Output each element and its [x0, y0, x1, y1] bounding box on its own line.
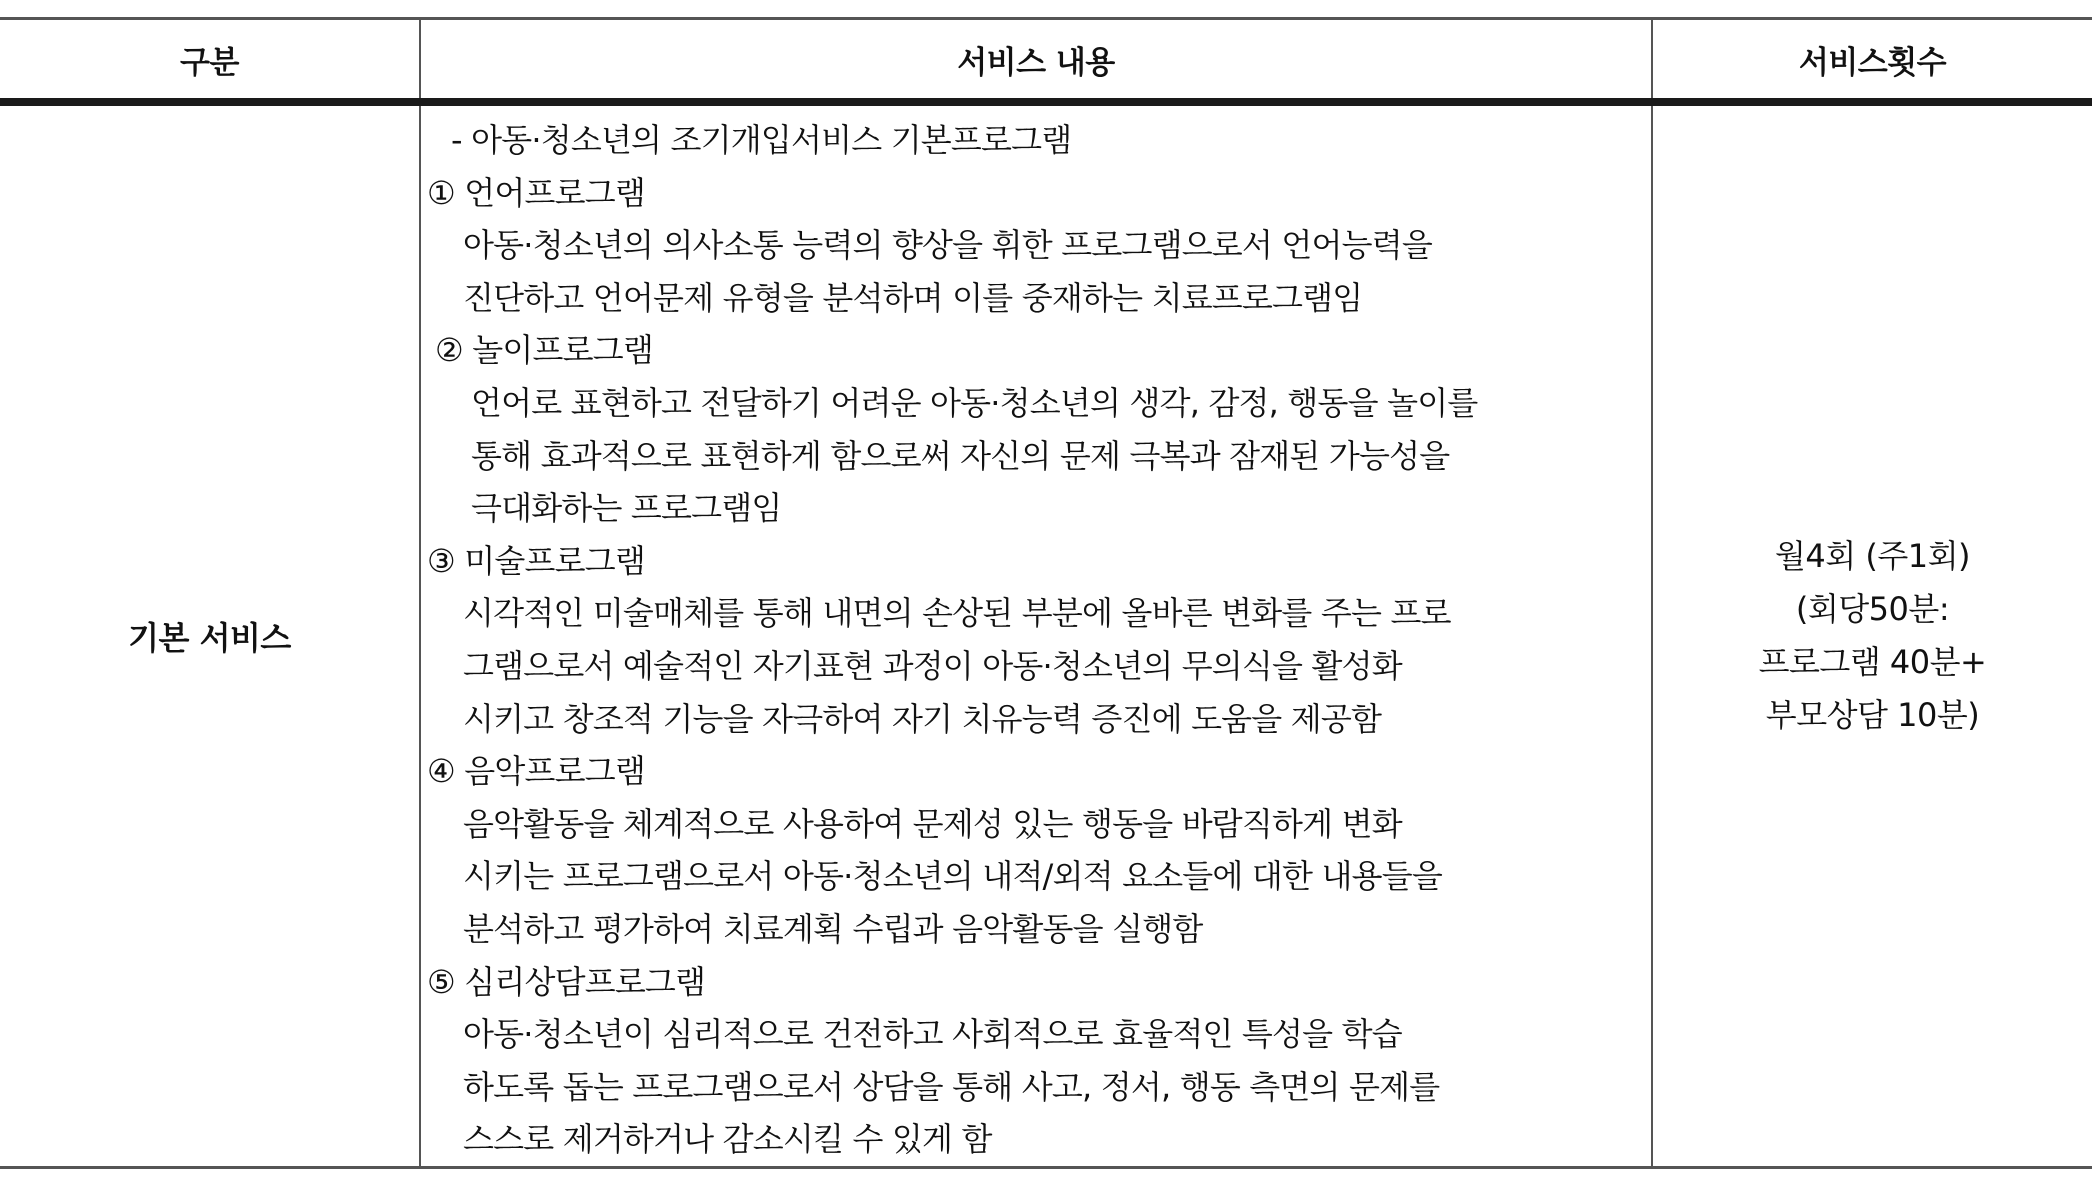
count-line: 부모상담 10분): [1765, 696, 1980, 734]
category-label: 기본 서비스: [128, 619, 291, 657]
table-row: [0, 102, 2092, 1168]
program-desc-line: 진단하고 언어문제 유형을 분석하며 이를 중재하는 치료프로그램임: [463, 278, 1363, 317]
program-desc-line: 스스로 제거하거나 감소시킬 수 있게 함: [463, 1120, 992, 1159]
service-table: [0, 17, 2092, 1169]
category-cell: [0, 102, 420, 1168]
count-cell: [1652, 102, 2092, 1168]
service-content: [421, 106, 1651, 1166]
program-title-art: ③ 미술프로그램: [427, 541, 645, 580]
intro-text: - 아동·청소년의 조기개입서비스 기본프로그램: [451, 121, 1072, 159]
header-count: 서비스횟수: [1652, 19, 2092, 103]
header-content: 서비스 내용: [420, 19, 1652, 103]
program-title-language: ① 언어프로그램: [427, 173, 645, 212]
program-title-play: ② 놀이프로그램: [435, 331, 653, 370]
table-header-row: [0, 19, 2092, 103]
program-desc-line: 통해 효과적으로 표현하게 함으로써 자신의 문제 극복과 잠재된 가능성을: [471, 436, 1450, 475]
program-title-music: ④ 음악프로그램: [427, 752, 645, 791]
program-desc-line: 그램으로서 예술적인 자기표현 과정이 아동·청소년의 무의식을 활성화: [463, 646, 1402, 685]
count-line: 월4회 (주1회): [1774, 537, 1970, 575]
program-desc-line: 시각적인 미술매체를 통해 내면의 손상된 부분에 올바른 변화를 주는 프로: [463, 594, 1451, 633]
program-desc-line: 극대화하는 프로그램임: [471, 489, 782, 528]
program-desc-line: 하도록 돕는 프로그램으로서 상담을 통해 사고, 정서, 행동 측면의 문제를: [463, 1067, 1440, 1106]
program-desc-line: 아동·청소년이 심리적으로 건전하고 사회적으로 효율적인 특성을 학습: [463, 1015, 1402, 1054]
program-title-counseling: ⑤ 심리상담프로그램: [427, 962, 706, 1001]
program-desc-line: 아동·청소년의 의사소통 능력의 향상을 휘한 프로그램으로서 언어능력을: [463, 226, 1432, 265]
content-cell: [420, 102, 1652, 1168]
program-desc-line: 시키는 프로그램으로서 아동·청소년의 내적/외적 요소들에 대한 내용들을: [463, 857, 1442, 896]
program-desc-line: 음악활동을 체계적으로 사용하여 문제성 있는 행동을 바람직하게 변화: [463, 804, 1402, 843]
program-desc-line: 분석하고 평가하여 치료계획 수립과 음악활동을 실행함: [463, 909, 1203, 948]
count-line: (회당50분:: [1795, 590, 1950, 628]
count-line: 프로그램 40분+: [1758, 643, 1987, 681]
header-category: 구분: [0, 19, 420, 103]
program-desc-line: 시키고 창조적 기능을 자극하여 자기 치유능력 증진에 도움을 제공함: [463, 699, 1382, 738]
program-desc-line: 언어로 표현하고 전달하기 어려운 아동·청소년의 생각, 감정, 행동을 놀이를: [471, 383, 1478, 422]
